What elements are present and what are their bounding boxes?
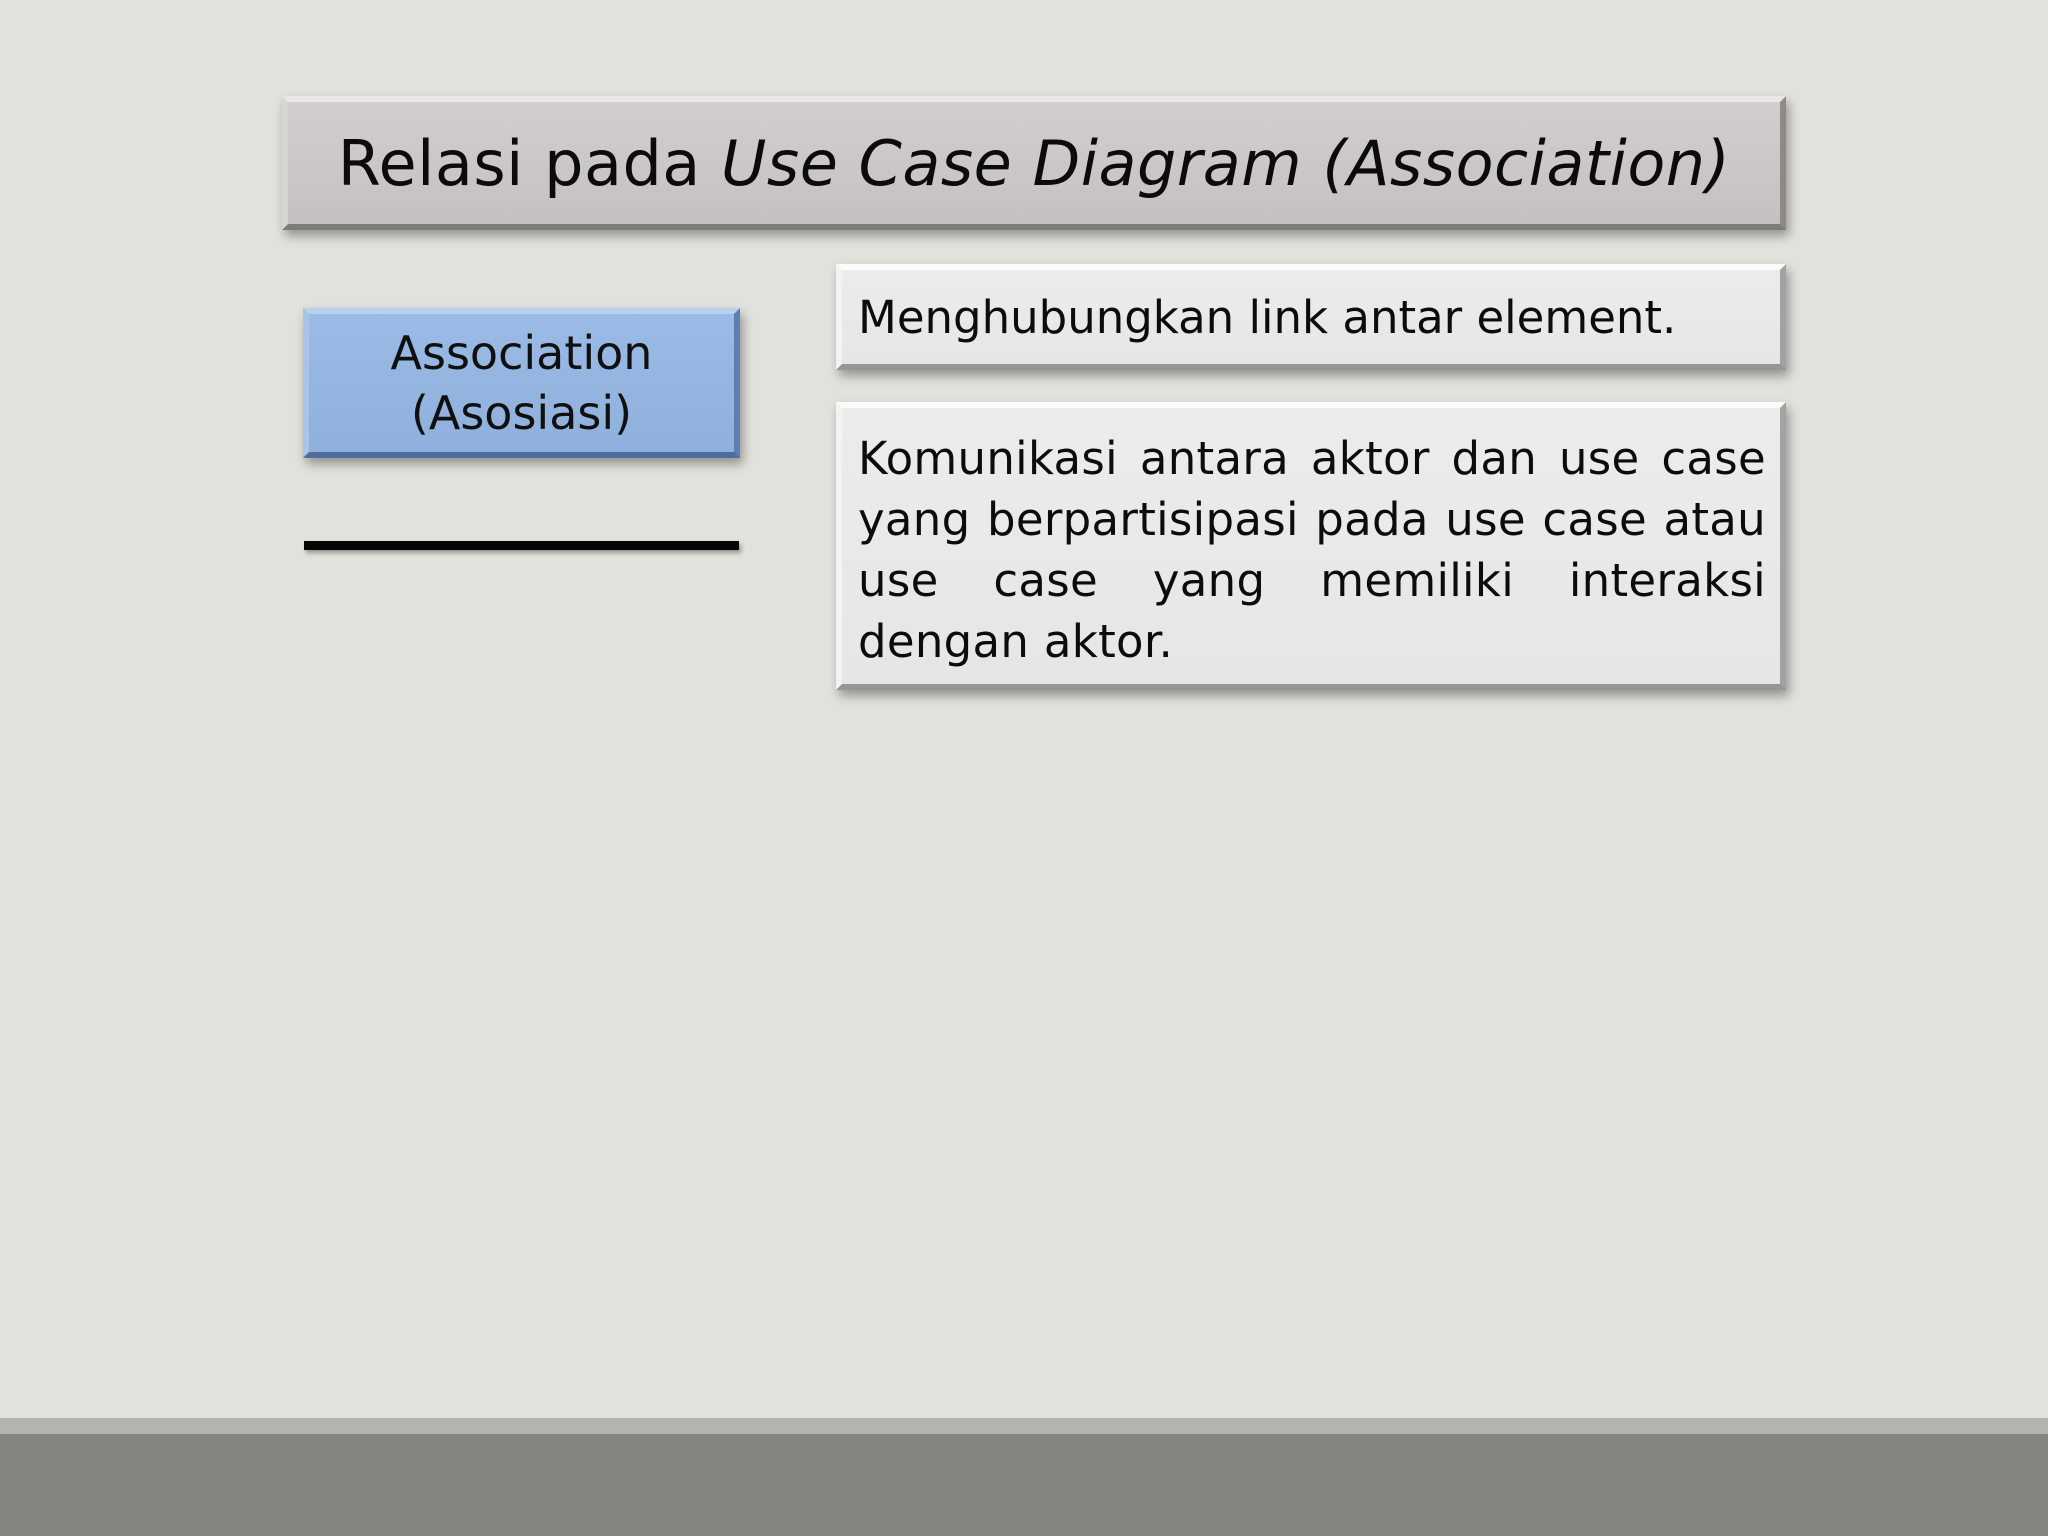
long-description-text: Komunikasi antara aktor dan use case yang berpartisipasi pada use case atau use case yang memiliki interaksi dengan aktor. — [858, 432, 1766, 668]
footer-bar — [0, 1434, 2048, 1536]
slide-title — [338, 127, 1731, 200]
short-description-text: Menghubungkan link antar element. — [858, 290, 1677, 344]
title-prefix: Relasi pada — [337, 126, 722, 200]
title-box — [282, 96, 1786, 230]
title-italic: Use Case Diagram (Association) — [721, 126, 1731, 200]
association-line-symbol — [304, 541, 739, 550]
association-label-line2: (Asosiasi) — [410, 386, 633, 440]
association-label-line1: Association — [390, 326, 653, 380]
long-description-box — [836, 402, 1786, 690]
footer-divider — [0, 1418, 2048, 1434]
short-description-box — [836, 264, 1786, 370]
association-label-box — [303, 308, 740, 458]
